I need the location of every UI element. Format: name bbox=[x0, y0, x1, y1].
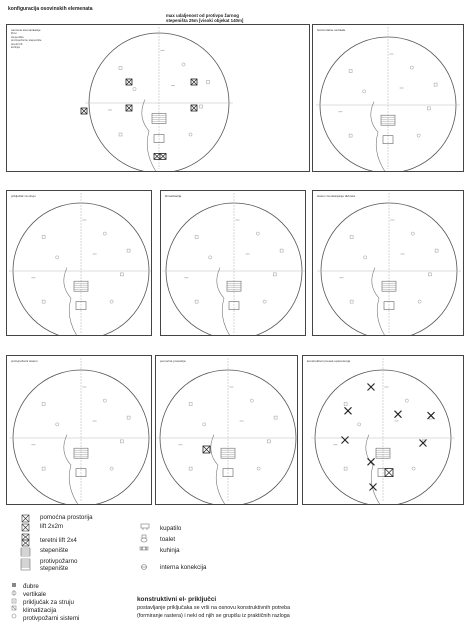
floor-plan-diagram bbox=[161, 191, 305, 335]
legend-lift-2x2: lift 2x2m bbox=[40, 523, 64, 530]
panel-auxiliary bbox=[155, 355, 298, 505]
fixture-mark bbox=[56, 256, 59, 259]
subtitle-line: stepeništa 25m [visoki objekat 140m] bbox=[166, 18, 244, 24]
bath-icon bbox=[141, 524, 149, 530]
fire-icon bbox=[12, 614, 16, 618]
panel-label: osnovne komunikacije bbox=[11, 28, 41, 32]
fixture-mark bbox=[207, 81, 210, 84]
fixture-mark bbox=[110, 467, 113, 470]
service-line bbox=[69, 298, 79, 335]
trash-icon bbox=[12, 583, 16, 587]
floor-plan-diagram bbox=[7, 191, 151, 335]
legend-trash: đubre bbox=[23, 583, 39, 590]
service-line bbox=[371, 102, 378, 133]
panel-label: priključak za struju bbox=[11, 194, 36, 198]
panel-note: stepenište bbox=[11, 34, 24, 39]
fixture-mark bbox=[410, 66, 413, 69]
fixture-mark bbox=[209, 256, 212, 259]
fixture-mark bbox=[263, 300, 266, 303]
fixture-mark bbox=[364, 256, 367, 259]
structural-text-line: postavljanje priključaka se vrši na osnovu konstruktivnih potreba bbox=[137, 605, 291, 611]
structural-x-mark bbox=[368, 458, 375, 465]
legend-freight-lift: teretni lift 2x4 bbox=[40, 537, 77, 544]
structural-x-mark bbox=[342, 437, 349, 444]
panel-fire bbox=[6, 355, 152, 505]
service-line bbox=[142, 100, 149, 132]
fixture-mark bbox=[434, 83, 437, 86]
highlight-xbox bbox=[191, 105, 197, 111]
fixture-mark bbox=[200, 105, 203, 108]
fixture-mark bbox=[103, 232, 106, 235]
legend-toilet: toalet bbox=[160, 536, 176, 543]
xbox-icon bbox=[22, 534, 29, 546]
fixture-mark bbox=[349, 70, 352, 73]
fixture-mark bbox=[344, 467, 347, 470]
structural-x-mark bbox=[345, 407, 352, 414]
fixture-mark bbox=[56, 423, 59, 426]
fixture-mark bbox=[417, 134, 420, 137]
page-title: konfiguracija osovinskih elemenata bbox=[8, 6, 93, 12]
fire-stair-icon bbox=[21, 559, 30, 570]
fixture-mark bbox=[435, 249, 438, 252]
highlight-xbox bbox=[81, 108, 87, 114]
service-line bbox=[377, 298, 387, 335]
floor-plan-diagram bbox=[303, 356, 463, 504]
panel-label: sistem za uklanjanje đubreta bbox=[317, 194, 356, 198]
fixture-mark bbox=[363, 90, 366, 93]
fixture-mark bbox=[120, 273, 123, 276]
service-line bbox=[147, 131, 157, 171]
fixture-mark bbox=[127, 249, 130, 252]
fixture-mark bbox=[344, 403, 347, 406]
legend-fire-systems: protivpožarni sistemi bbox=[23, 615, 80, 622]
legend-fire-staircase-label: protivpožarno stepenište bbox=[40, 558, 78, 572]
fixture-mark bbox=[42, 236, 45, 239]
panel-notes bbox=[11, 32, 41, 50]
plug-icon bbox=[12, 599, 16, 603]
legend-staircase: stepenište bbox=[40, 547, 69, 554]
fixture-mark bbox=[182, 63, 185, 66]
service-line bbox=[211, 435, 218, 466]
legend-mid-icons bbox=[137, 520, 157, 590]
xbox-icon bbox=[22, 524, 29, 531]
fixture-mark bbox=[119, 67, 122, 70]
highlight-xbox bbox=[203, 446, 210, 453]
panel-label: klimatizacija bbox=[165, 194, 182, 198]
legend-hvac: klimatizacija bbox=[23, 607, 57, 614]
highlight-xbox bbox=[154, 153, 160, 159]
floor-plan-diagram bbox=[7, 356, 151, 504]
structural-x-mark bbox=[368, 384, 375, 391]
fixture-mark bbox=[127, 416, 130, 419]
fixture-mark bbox=[428, 273, 431, 276]
stair-icon bbox=[21, 548, 30, 556]
fixture-mark bbox=[350, 236, 353, 239]
fixture-mark bbox=[349, 134, 352, 137]
toilet-icon bbox=[141, 535, 147, 542]
service-line bbox=[216, 465, 226, 504]
floor-plan-diagram bbox=[313, 191, 463, 335]
panel-communications bbox=[6, 24, 310, 172]
service-line bbox=[217, 268, 224, 299]
freight-lift-block bbox=[385, 469, 393, 477]
fixture-mark bbox=[189, 467, 192, 470]
legend-verticals: vertikale bbox=[23, 591, 47, 598]
subtitle-line: max udaljenost od protivpo žarnog bbox=[166, 13, 239, 18]
panel-note: protivpožarno stepenište bbox=[11, 38, 42, 43]
fixture-mark bbox=[189, 133, 192, 136]
legend-kitchen: kuhinja bbox=[160, 547, 180, 554]
legend-fire-staircase bbox=[40, 558, 100, 572]
panel-hvac bbox=[160, 190, 306, 336]
highlight-xbox bbox=[126, 79, 132, 85]
fixture-mark bbox=[110, 300, 113, 303]
fixture-mark bbox=[267, 440, 270, 443]
panel-label: pomoćna prostorija bbox=[160, 359, 186, 363]
service-line bbox=[64, 435, 71, 466]
service-line bbox=[69, 465, 79, 504]
floor-plan-diagram bbox=[313, 25, 463, 171]
panel-label: protivpožarni sistem bbox=[11, 359, 38, 363]
fixture-mark bbox=[257, 467, 260, 470]
structural-heading: konstruktivni el- priključci bbox=[137, 596, 217, 603]
fixture-mark bbox=[412, 467, 415, 470]
fixture-mark bbox=[280, 249, 283, 252]
fixture-mark bbox=[358, 423, 361, 426]
service-line bbox=[64, 268, 71, 299]
legend-bathroom: kupatilo bbox=[160, 525, 182, 532]
fixture-mark bbox=[133, 87, 136, 90]
structural-x-mark bbox=[395, 411, 402, 418]
fixture-mark bbox=[103, 399, 106, 402]
panel-power bbox=[6, 190, 152, 336]
xbox-icon bbox=[22, 515, 29, 522]
highlight-xbox bbox=[126, 105, 132, 111]
fixture-mark bbox=[427, 107, 430, 110]
fixture-mark bbox=[119, 133, 122, 136]
panel-note: teretni lift bbox=[11, 41, 23, 46]
legend-auxiliary-room: pomoćna prostorija bbox=[40, 514, 93, 521]
panel-note: lifovi bbox=[11, 31, 17, 35]
fixture-mark bbox=[195, 236, 198, 239]
fixture-mark bbox=[405, 399, 408, 402]
fixture-mark bbox=[42, 403, 45, 406]
floor-plan-diagram bbox=[7, 25, 309, 171]
page-subtitle bbox=[166, 13, 296, 23]
panel-label: horizontalne vertikale bbox=[317, 28, 346, 32]
fixture-mark bbox=[42, 300, 45, 303]
structural-text-line: (formiranje rastera) i neki od njih se grupišu iz praktičnih razloga bbox=[137, 613, 290, 619]
legend-internal-connection: interna konekcija bbox=[160, 564, 207, 571]
legend-power: priključak za struju bbox=[23, 599, 74, 606]
hvac-icon bbox=[12, 606, 16, 610]
fixture-mark bbox=[350, 300, 353, 303]
fixture-mark bbox=[256, 232, 259, 235]
panel-label: konstruktivni presek opterećenja bbox=[307, 359, 351, 363]
floor-plan-diagram bbox=[156, 356, 297, 504]
fixture-mark bbox=[120, 440, 123, 443]
panel-structural bbox=[302, 355, 464, 505]
fixture-mark bbox=[195, 300, 198, 303]
fixture-mark bbox=[250, 399, 253, 402]
service-line bbox=[222, 298, 232, 335]
structural-x-mark bbox=[428, 412, 435, 419]
vertical-icon bbox=[12, 590, 16, 596]
fixture-mark bbox=[42, 467, 45, 470]
panel-vertical bbox=[312, 24, 464, 172]
panel-waste bbox=[312, 190, 464, 336]
highlight-xbox bbox=[160, 153, 166, 159]
fixture-mark bbox=[418, 300, 421, 303]
structural-text bbox=[137, 604, 467, 620]
service-line bbox=[372, 268, 379, 299]
fixture-mark bbox=[273, 273, 276, 276]
fixture-mark bbox=[411, 232, 414, 235]
highlight-xbox bbox=[191, 79, 197, 85]
fixture-mark bbox=[189, 403, 192, 406]
service-line bbox=[376, 132, 386, 171]
panel-note: kuhinja bbox=[11, 45, 20, 50]
kitchen-icon bbox=[140, 547, 148, 550]
fixture-mark bbox=[203, 423, 206, 426]
fixture-mark bbox=[274, 416, 277, 419]
connection-icon bbox=[141, 565, 147, 570]
